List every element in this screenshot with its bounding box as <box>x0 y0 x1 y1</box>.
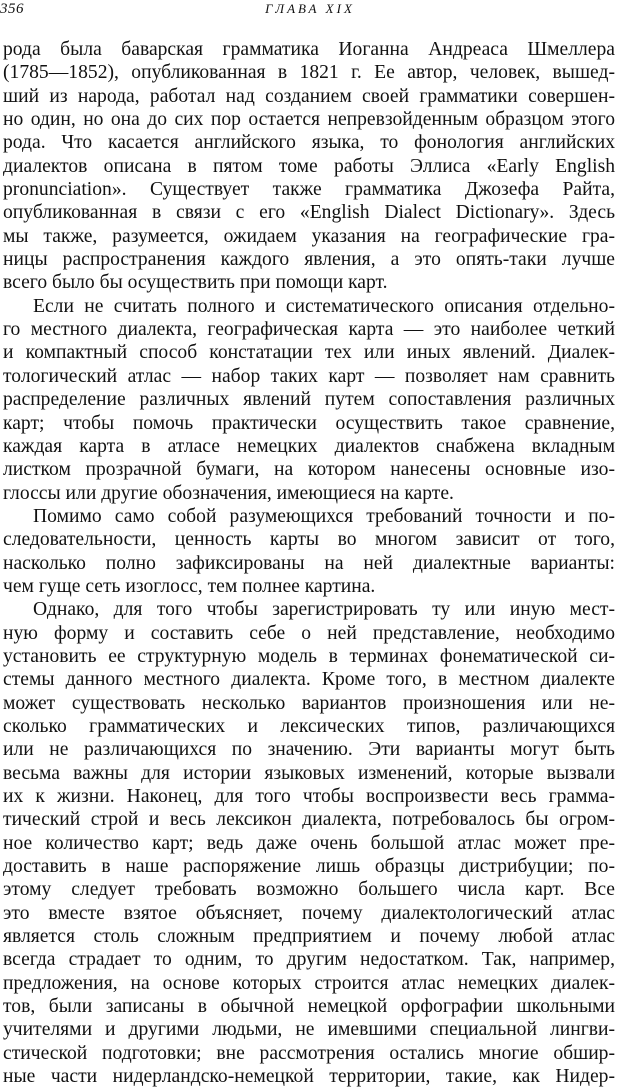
text-line: учителями и другими людьми, не имевшими специальной лингви- <box>3 1019 615 1041</box>
text-line: диалектов описана в пятом томе работы Эллиса «Early English <box>3 155 615 177</box>
text-line: но один, но она до сих пор остается непревзойденным образцом этого <box>3 109 615 131</box>
text-line: доставить в наше распоряжение лишь образцы дистрибуции; по- <box>3 856 615 878</box>
text-line: установить ее структурную модель в терминах фонематической си- <box>3 645 615 667</box>
paragraph <box>3 295 615 505</box>
paragraph <box>3 38 615 295</box>
text-line: является столь сложным предприятием и почему любой атлас <box>3 926 615 948</box>
text-line: Если не считать полного и систематического описания отдельно- <box>33 295 615 317</box>
text-line: это вместе взятое объясняет, почему диалектологический атлас <box>3 902 615 924</box>
text-line: или не различающихся по значению. Эти варианты могут быть <box>3 739 615 761</box>
text-line: опубликованная в связи с его «English Dialect Dictionary». Здесь <box>3 202 615 224</box>
text-line: тологический атлас — набор таких карт — позволяет нам сравнить <box>3 365 615 387</box>
text-line: тический строй и весь лексикон диалекта, потребовалось бы огром- <box>3 809 615 831</box>
text-line: карт; чтобы помочь практически осуществить такое сравнение, <box>3 412 615 434</box>
text-line: всегда страдает то одним, то другим недостатком. Так, например, <box>3 949 615 971</box>
text-line: этому следует требовать возможно большего числа карт. Все <box>3 879 615 901</box>
text-line: может существовать несколько вариантов произношения или не- <box>3 692 615 714</box>
text-line: Помимо само собой разумеющихся требований точности и по- <box>33 505 615 527</box>
text-line: и компактный способ констатации тех или иных явлений. Диалек- <box>3 342 615 364</box>
text-line: ницы распространения каждого явления, а это опять-таки лучше <box>3 249 615 271</box>
text-line: стической подготовки; вне рассмотрения остались многие обшир- <box>3 1042 615 1064</box>
text-line: глоссы или другие обозначения, имеющиеся на карте. <box>3 482 454 504</box>
text-line: ные части нидерландско-немецкой территории, такие, как Нидер- <box>3 1066 615 1088</box>
page-number: 356 <box>0 1 24 17</box>
text-line: сколько грамматических и лексических типов, различающихся <box>3 715 615 737</box>
text-line: стемы данного местного диалекта. Кроме того, в местном диалекте <box>3 669 615 691</box>
text-line: го местного диалекта, географическая карта — это наиболее четкий <box>3 319 615 341</box>
text-line: ное количество карт; ведь даже очень большой атлас может пре- <box>3 832 615 854</box>
text-line: насколько полно зафиксированы на ней диалектные варианты: <box>3 552 615 574</box>
text-line: pronunciation». Существует также грамматика Джозефа Райта, <box>3 179 615 201</box>
text-line: (1785—1852), опубликованная в 1821 г. Ее автор, человек, вышед- <box>3 62 615 84</box>
text-line: весьма важны для истории языковых изменений, которые вызвали <box>3 762 615 784</box>
text-line: рода была баварская грамматика Иоганна Андреаса Шмеллера <box>3 39 615 60</box>
text-line: чем гуще сеть изоглосс, тем полнее картина. <box>3 575 376 597</box>
text-line: тов, были записаны в обычной немецкой орфографии школьными <box>3 996 615 1018</box>
text-line: ший из народа, работал над созданием своей грамматики совершен- <box>3 85 615 107</box>
running-head: ГЛАВА XIX <box>265 1 355 16</box>
text-line: ную форму и составить себе о ней представление, необходимо <box>3 622 615 644</box>
text-line: рода. Что касается английского языка, то фонология английских <box>3 132 615 154</box>
paragraph <box>3 598 615 1088</box>
text-line: каждая карта в атласе немецких диалектов снабжена вкладным <box>3 435 615 457</box>
text-line: их к жизни. Наконец, для того чтобы воспроизвести весь грамма- <box>3 786 615 807</box>
text-line: листком прозрачной бумаги, на котором нанесены основные изо- <box>3 459 615 481</box>
text-line: Однако, для того чтобы зарегистрировать ту или иную мест- <box>33 599 615 621</box>
text-line: мы также, разумеется, ожидаем указания на географические гра- <box>3 225 615 247</box>
body-text <box>3 38 615 1088</box>
text-line: следовательности, ценность карты во многом зависит от того, <box>3 529 615 551</box>
text-line: всего было бы осуществить при помощи карт. <box>3 272 388 294</box>
text-line: предложения, на основе которых строится атлас немецких диалек- <box>3 972 615 994</box>
paragraph <box>3 505 615 598</box>
text-line: распределение различных явлений путем сопоставления различных <box>3 389 615 411</box>
